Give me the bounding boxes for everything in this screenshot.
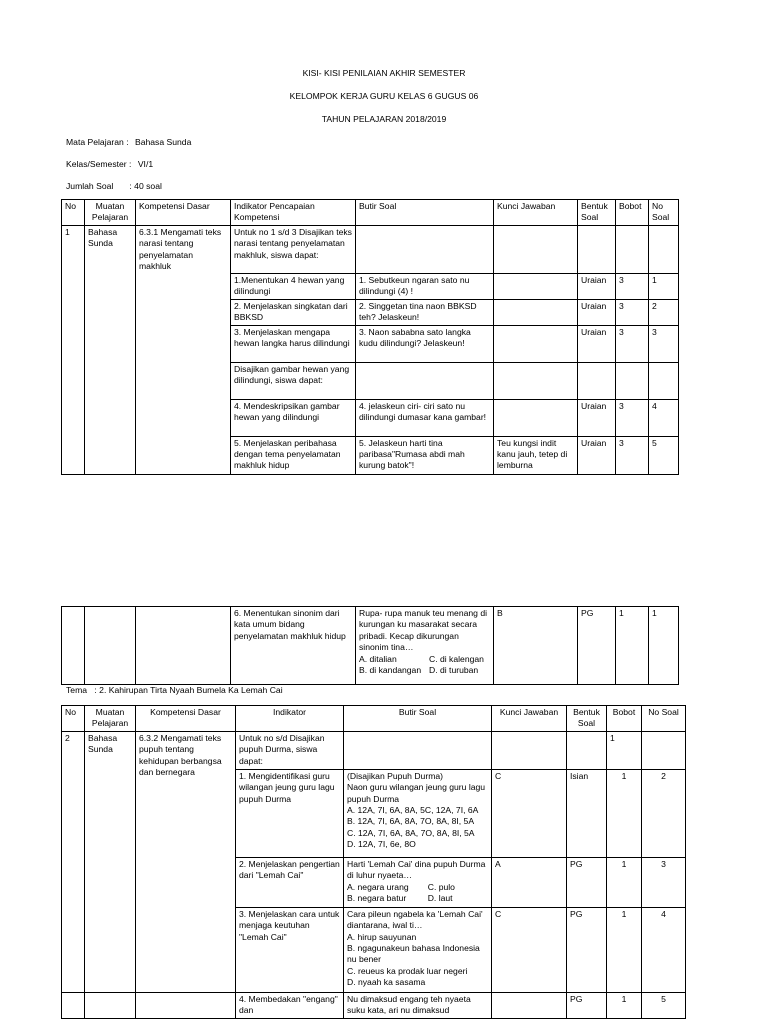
cell-kd: 6.3.1 Mengamati teks narasi tentang penyelamatan makhluk (136, 226, 231, 475)
cell-bentuk: Uraian (578, 274, 616, 300)
header-bentuk: Bentuk Soal (567, 706, 607, 732)
header-butir: Butir Soal (344, 706, 492, 732)
option-d: D. di turuban (429, 665, 479, 676)
table-header-row (62, 706, 686, 732)
option-a: A. ditalian (359, 653, 397, 664)
cell-bentuk: PG (567, 992, 607, 1018)
header-indikator: Indikator Pencapaian Kompetensi (231, 200, 356, 226)
cell-bentuk: Uraian (578, 436, 616, 474)
cell-muatan: Bahasa Sunda (85, 226, 136, 475)
cell-indikator: 2. Menjelaskan pengertian dari "Lemah Cai" (236, 857, 344, 907)
question-line: Harti 'Lemah Cai' dina pupuh Durma di luhur nyaeta… (347, 858, 486, 881)
table-row (62, 226, 679, 274)
kisi-table-3 (61, 705, 686, 1019)
cell-bobot: 1 (607, 857, 642, 907)
cell-kunci (494, 274, 578, 300)
doc-title: KISI- KISI PENILAIAN AKHIR SEMESTER (302, 68, 466, 78)
option-line: A. 12A, 7I, 6A, 8A, 5C, 12A, 7I, 6A (347, 805, 479, 816)
option-row (359, 665, 490, 676)
header-bobot: Bobot (607, 706, 642, 732)
cell-kunci: Teu kungsi indit kanu jauh, tetep di lemburna (494, 436, 578, 474)
question-line: (Disajikan Pupuh Durma) (347, 770, 443, 781)
cell-bobot: 1 (616, 607, 649, 685)
cell-butir: 2. Singgetan tina naon BBKSD teh? Jelaskeun! (356, 299, 494, 325)
cell-kunci: C (492, 907, 567, 992)
cell-nosoal: 3 (649, 325, 679, 362)
cell-muatan: Bahasa Sunda (85, 731, 136, 992)
option-line: C. reueus ka prodak luar negeri (347, 965, 468, 976)
cell-nosoal (642, 731, 686, 769)
header-kunci: Kunci Jawaban (492, 706, 567, 732)
cell-indikator: 4. Membedakan "engang" dan (236, 992, 344, 1018)
cell-kunci (494, 325, 578, 362)
cell-butir (356, 226, 494, 274)
cell-no (62, 607, 85, 685)
cell-kd (136, 607, 231, 685)
tema-line (66, 685, 283, 696)
kisi-table-1 (61, 199, 679, 475)
header-no: No (62, 200, 85, 226)
cell-kunci (494, 362, 578, 399)
cell-indikator: 3. Menjelaskan mengapa hewan langka harus dilindungi (231, 325, 356, 362)
question-line: Naon guru wilangan jeung guru lagu pupuh Durma (347, 782, 486, 804)
cell-indikator: 3. Menjelaskan cara untuk menjaga keutuhan "Lemah Cai" (236, 907, 344, 992)
cell-butir (344, 731, 492, 769)
cell-nosoal: 1 (649, 607, 679, 685)
cell-nosoal: 1 (649, 274, 679, 300)
option-line: B. negara batur D. laut (347, 893, 453, 904)
cell-bobot (616, 362, 649, 399)
cell-no: 1 (62, 226, 85, 475)
tema-value: : 2. Kahirupan Tirta Nyaah Bumela Ka Lemah Cai (94, 685, 283, 695)
cell-kunci: B (494, 607, 578, 685)
cell-bentuk: PG (567, 857, 607, 907)
question-line: Nu dimaksud engang teh nyaeta suku kata, ari nu dimaksud (347, 993, 471, 1016)
cell-butir: 1. Sebutkeun ngaran sato nu dilindungi (4) ! (356, 274, 494, 300)
cell-nosoal (649, 226, 679, 274)
kisi-table-2 (61, 606, 679, 685)
option-line: B. ngagunakeun bahasa Indonesia nu bener (347, 943, 480, 965)
cell-nosoal: 3 (642, 857, 686, 907)
cell-bentuk: Uraian (578, 399, 616, 436)
cell-bobot: 1 (607, 907, 642, 992)
meta-mapel (66, 137, 191, 148)
cell-nosoal: 2 (649, 299, 679, 325)
option-row (359, 654, 490, 665)
cell-indikator: 1. Mengidentifikasi guru wilangan jeung guru lagu pupuh Durma (236, 769, 344, 857)
cell-indikator: 5. Menjelaskan peribahasa dengan tema penyelamatan makhluk hidup (231, 436, 356, 474)
cell-butir: 5. Jelaskeun harti tina paribasa"Rumasa abdi mah kurung batok"! (356, 436, 494, 474)
meta-mapel-label: Mata Pelajaran : (66, 137, 129, 147)
cell-indikator: 1.Menentukan 4 hewan yang dilindungi (231, 274, 356, 300)
option-c: C. di kalengan (429, 653, 484, 664)
table-row (62, 607, 679, 685)
option-line: D. 12A, 7I, 6e, 8O (347, 839, 416, 850)
cell-kunci (494, 226, 578, 274)
cell-kunci (494, 399, 578, 436)
doc-subtitle-group: KELOMPOK KERJA GURU KELAS 6 GUGUS 06 (289, 91, 479, 101)
header-kd: Kompetensi Dasar (136, 200, 231, 226)
cell-butir: 3. Naon sababna sato langka kudu dilindungi? Jelaskeun! (356, 325, 494, 362)
doc-subtitle-year: TAHUN PELAJARAN 2018/2019 (321, 114, 447, 124)
cell-butir: 4. jelaskeun ciri- ciri sato nu dilindungi dumasar kana gambar! (356, 399, 494, 436)
header-kd: Kompetensi Dasar (136, 706, 236, 732)
option-line: B. 12A, 7I, 6A, 8A, 7O, 8A, 8I, 5A (347, 816, 475, 827)
table-header-row (62, 200, 679, 226)
cell-bobot: 1 (607, 992, 642, 1018)
cell-kunci (492, 731, 567, 769)
option-line: A. negara urang C. pulo (347, 881, 455, 892)
meta-mapel-value: Bahasa Sunda (134, 137, 192, 147)
meta-jumlah-value: : 40 soal (129, 181, 162, 191)
cell-bobot: 3 (616, 274, 649, 300)
header-nosoal: No Soal (649, 200, 679, 226)
meta-kelas-value: VI/1 (137, 159, 154, 169)
cell-bentuk: Uraian (578, 325, 616, 362)
cell-butir (344, 857, 492, 907)
cell-butir (356, 362, 494, 399)
meta-jumlah (66, 181, 162, 192)
cell-nosoal: 4 (642, 907, 686, 992)
cell-kd: 6.3.2 Mengamati teks pupuh tentang kehidupan berbangsa dan bernegara (136, 731, 236, 992)
cell-bobot: 3 (616, 325, 649, 362)
cell-bentuk (578, 226, 616, 274)
cell-nosoal: 2 (642, 769, 686, 857)
cell-nosoal (649, 362, 679, 399)
cell-no: 2 (62, 731, 85, 992)
header-bentuk: Bentuk Soal (578, 200, 616, 226)
cell-muatan (85, 992, 136, 1018)
option-b: B. di kandangan (359, 665, 422, 676)
cell-nosoal: 5 (642, 992, 686, 1018)
cell-indikator: Disajikan gambar hewan yang dilindungi, siswa dapat: (231, 362, 356, 399)
header-muatan: Muatan Pelajaran (85, 200, 136, 226)
cell-indikator: 6. Menentukan sinonim dari kata umum bidang penyelamatan makhluk hidup (231, 607, 356, 685)
header-kunci: Kunci Jawaban (494, 200, 578, 226)
question-stem: Rupa- rupa manuk teu menang di kurungan ku masarakat secara pribadi. Kecap dikurungan sinonim tina… (359, 608, 488, 653)
question-line: Cara pileun ngabela ka 'Lemah Cai' diantarana, iwal ti… (347, 908, 483, 931)
cell-kunci (494, 299, 578, 325)
cell-butir (344, 769, 492, 857)
cell-indikator: Untuk no 1 s/d 3 Disajikan teks narasi tentang penyelamatan makhluk, siswa dapat: (231, 226, 356, 274)
cell-bentuk (567, 731, 607, 769)
cell-bentuk: Isian (567, 769, 607, 857)
header-no: No (62, 706, 85, 732)
cell-kunci: C (492, 769, 567, 857)
cell-indikator: 2. Menjelaskan singkatan dari BBKSD (231, 299, 356, 325)
option-line: A. hirup sauyunan (347, 931, 417, 942)
tema-label: Tema (66, 685, 88, 695)
cell-nosoal: 5 (649, 436, 679, 474)
header-muatan: Muatan Pelajaran (85, 706, 136, 732)
header-indikator: Indikator (236, 706, 344, 732)
cell-bentuk (578, 362, 616, 399)
cell-bobot: 3 (616, 436, 649, 474)
header-nosoal: No Soal (642, 706, 686, 732)
cell-kd (136, 992, 236, 1018)
cell-butir (344, 992, 492, 1018)
meta-kelas (66, 159, 153, 170)
cell-muatan (85, 607, 136, 685)
cell-indikator: 4. Mendeskripsikan gambar hewan yang dilindungi (231, 399, 356, 436)
option-line: D. nyaah ka sasama (347, 977, 426, 988)
cell-kunci (492, 992, 567, 1018)
meta-kelas-label: Kelas/Semester : (66, 159, 132, 169)
cell-bobot: 1 (607, 769, 642, 857)
cell-bentuk: Uraian (578, 299, 616, 325)
cell-bobot: 3 (616, 399, 649, 436)
cell-nosoal: 4 (649, 399, 679, 436)
cell-bobot (616, 226, 649, 274)
cell-bentuk: PG (567, 907, 607, 992)
cell-butir (356, 607, 494, 685)
cell-bentuk: PG (578, 607, 616, 685)
cell-butir (344, 907, 492, 992)
cell-indikator: Untuk no s/d Disajikan pupuh Durma, siswa dapat: (236, 731, 344, 769)
cell-no (62, 992, 85, 1018)
cell-bobot: 1 (607, 731, 642, 769)
cell-bobot: 3 (616, 299, 649, 325)
meta-jumlah-label: Jumlah Soal (66, 181, 114, 191)
table-row (62, 992, 686, 1018)
option-line: C. 12A, 7I, 6A, 8A, 7O, 8A, 8I, 5A (347, 827, 475, 838)
header-bobot: Bobot (616, 200, 649, 226)
cell-kunci: A (492, 857, 567, 907)
header-butir: Butir Soal (356, 200, 494, 226)
table-row (62, 731, 686, 769)
